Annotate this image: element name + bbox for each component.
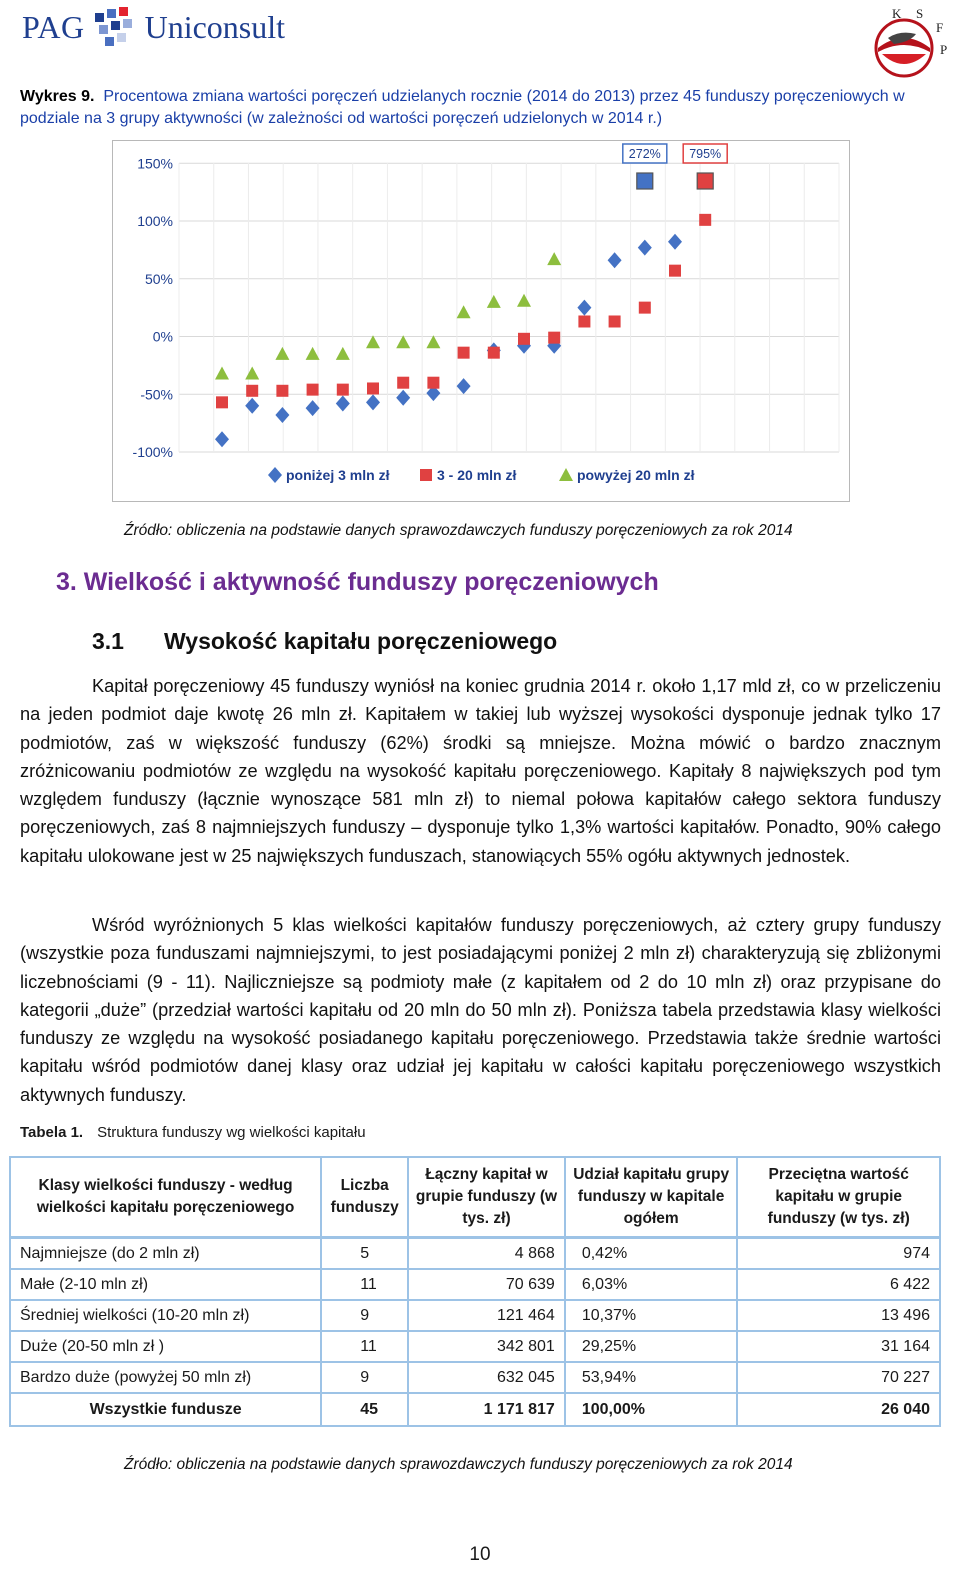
data-point-medium — [669, 265, 681, 277]
cell-count: 45 — [322, 1394, 409, 1425]
data-point-large — [426, 335, 440, 348]
cell-count: 11 — [322, 1332, 409, 1363]
cell-share: 6,03% — [566, 1270, 739, 1301]
table-source: Źródło: obliczenia na podstawie danych sprawozdawczych funduszy poręczeniowych za rok 2014 — [124, 1456, 793, 1473]
col-header-count: Liczba funduszy — [322, 1158, 409, 1239]
table-row — [11, 1239, 939, 1270]
legend-marker-medium — [420, 469, 432, 481]
col-header-average: Przeciętna wartość kapitału w grupie funduszy (w tys. zł) — [738, 1158, 939, 1239]
cell-share: 100,00% — [566, 1394, 739, 1425]
legend-marker-large — [559, 468, 573, 481]
page-number: 10 — [469, 1544, 491, 1565]
data-point-medium — [427, 377, 439, 389]
data-point-medium — [216, 396, 228, 408]
logo-mosaic-icon — [93, 5, 137, 49]
cell-average: 70 227 — [738, 1363, 939, 1394]
legend-label-small: poniżej 3 mln zł — [286, 467, 390, 483]
table-total-row — [11, 1394, 939, 1425]
data-point-medium — [367, 382, 379, 394]
y-tick-label: 150% — [137, 155, 173, 172]
y-tick-label: -100% — [132, 444, 173, 460]
ksfp-letter-p: P — [940, 42, 948, 57]
cell-count: 9 — [322, 1363, 409, 1394]
data-point-small — [638, 240, 652, 256]
data-point-small — [668, 234, 682, 250]
table-row — [11, 1270, 939, 1301]
data-point-large — [336, 347, 350, 360]
cell-class: Duże (20-50 mln zł ) — [11, 1332, 322, 1363]
table-row — [11, 1332, 939, 1363]
data-point-small — [608, 252, 622, 268]
y-tick-label: -50% — [140, 386, 173, 403]
cell-average: 6 422 — [738, 1270, 939, 1301]
data-point-large — [245, 366, 259, 379]
data-point-large — [517, 294, 531, 307]
paragraph-2-text: Wśród wyróżnionych 5 klas wielkości kapitałów funduszy poręczeniowych, aż cztery grupy funduszy (wszystkie poza funduszami najmniejszymi, to jest posiadającymi poniżej 2 mln zł) charakteryzują się zbliżonymi liczebnościami (9 - 11). Najliczniejsze są podmioty małe (z kapitałem od 2 do 10 mln zł) oraz przypisane do kategorii „duże” (przedział wartości kapitału od 20 mln do 50 mln zł). Poniższa tabela przedstawia klasy wielkości funduszy ze względu na wysokość posiadanego kapitału poręczeniowego. Przedstawia także średnie wartości kapitału wśród podmiotów danej klasy oraz udział jej kapitału w całości kapitału poręczeniowego wszystkich aktywnych funduszy. — [20, 915, 941, 1105]
cell-share: 0,42% — [566, 1239, 739, 1270]
data-point-small — [577, 300, 591, 316]
data-point-medium — [276, 385, 288, 397]
subsection-number: 3.1 — [92, 628, 124, 654]
data-point-medium — [246, 385, 258, 397]
cell-count: 9 — [322, 1301, 409, 1332]
data-point-large — [396, 335, 410, 348]
cell-class: Najmniejsze (do 2 mln zł) — [11, 1239, 322, 1270]
legend-label-large: powyżej 20 mln zł — [577, 467, 695, 483]
scatter-chart — [112, 140, 850, 502]
outlier-point-medium — [697, 173, 713, 189]
pag-uniconsult-logo — [22, 4, 285, 50]
col-header-class: Klasy wielkości funduszy - według wielkości kapitału poręczeniowego — [11, 1158, 322, 1239]
capital-structure-table — [9, 1156, 941, 1427]
cell-share: 53,94% — [566, 1363, 739, 1394]
cell-count: 5 — [322, 1239, 409, 1270]
data-point-medium — [548, 332, 560, 344]
logo-pag-text: PAG — [22, 8, 85, 45]
data-point-large — [457, 305, 471, 318]
data-point-large — [547, 252, 561, 265]
cell-count: 11 — [322, 1270, 409, 1301]
section-heading: 3. Wielkość i aktywność funduszy poręczeniowych — [56, 568, 659, 596]
data-point-medium — [609, 315, 621, 327]
cell-total-capital: 342 801 — [409, 1332, 566, 1363]
data-point-medium — [337, 384, 349, 396]
cell-total-capital: 4 868 — [409, 1239, 566, 1270]
ksfp-letter-k: K — [892, 6, 902, 21]
y-tick-label: 0% — [152, 328, 173, 345]
data-point-small — [275, 407, 289, 423]
data-point-small — [457, 378, 471, 394]
data-point-small — [366, 394, 380, 410]
legend-label-medium: 3 - 20 mln zł — [437, 467, 517, 483]
figure-caption-text: Procentowa zmiana wartości poręczeń udzielanych rocznie (2014 do 2013) przez 45 funduszy poręczeniowych w podziale na 3 grupy aktywności (w zależności od wartości poręczeń udzielonych w 2014 r.) — [20, 88, 905, 127]
col-header-total-capital: Łączny kapitał w grupie funduszy (w tys. zł) — [409, 1158, 566, 1239]
outlier-point-small — [637, 173, 653, 189]
data-point-medium — [458, 347, 470, 359]
legend-marker-small — [268, 467, 282, 483]
table-row — [11, 1301, 939, 1332]
paragraph-2 — [20, 911, 941, 1109]
cell-total-capital: 121 464 — [409, 1301, 566, 1332]
data-point-medium — [488, 347, 500, 359]
figure-source: Źródło: obliczenia na podstawie danych sprawozdawczych funduszy poręczeniowych za rok 2014 — [124, 522, 793, 539]
data-point-large — [275, 347, 289, 360]
paragraph-1-text: Kapitał poręczeniowy 45 funduszy wyniósł na koniec grudnia 2014 r. około 1,17 mld zł, co w przeliczeniu na jeden podmiot daje kwotę 26 mln zł. Kapitałem w takiej lub wyższej wysokości dysponuje jednak tylko 17 podmiotów, zaś w większość funduszy (62%) środki są mniejsze. Można mówić o bardzo znacznym zróżnicowaniu podmiotów ze względu na wysokość kapitału poręczeniowego. Kapitały 8 największych pod tym względem funduszy (łącznie wynoszące 581 mln zł) to niemal połowa kapitałów całego sektora funduszy poręczeniowych, zaś 8 najmniejszych funduszy – dysponuje tylko 1,3% wartości kapitałów. Ponadto, 90% całego kapitału ulokowane jest w 25 największych funduszach, stanowiących 55% ogółu aktywnych jednostek. — [20, 676, 941, 866]
data-point-medium — [699, 214, 711, 226]
figure-caption — [20, 86, 945, 130]
cell-class: Średniej wielkości (10-20 mln zł) — [11, 1301, 322, 1332]
cell-average: 31 164 — [738, 1332, 939, 1363]
logo-uniconsult-text: Uniconsult — [144, 8, 286, 45]
data-point-small — [245, 398, 259, 414]
col-header-share: Udział kapitału grupy funduszy w kapitale ogółem — [566, 1158, 739, 1239]
cell-total-capital: 70 639 — [409, 1270, 566, 1301]
ksfp-letter-f: F — [936, 20, 944, 35]
data-point-medium — [307, 384, 319, 396]
subsection-heading — [92, 628, 557, 655]
data-point-large — [366, 335, 380, 348]
data-point-large — [487, 295, 501, 308]
ksfp-logo — [864, 4, 952, 80]
cell-total-capital: 632 045 — [409, 1363, 566, 1394]
data-point-large — [215, 366, 229, 379]
y-tick-label: 100% — [137, 213, 173, 229]
outlier-label: 272% — [628, 147, 661, 161]
subsection-title: Wysokość kapitału poręczeniowego — [164, 628, 558, 654]
scatter-chart-svg — [113, 141, 849, 501]
cell-class: Małe (2-10 mln zł) — [11, 1270, 322, 1301]
cell-class: Wszystkie fundusze — [11, 1394, 322, 1425]
data-point-medium — [639, 302, 651, 314]
data-point-medium — [578, 315, 590, 327]
y-tick-label: 50% — [144, 270, 173, 287]
table-header-row — [11, 1158, 939, 1239]
paragraph-1 — [20, 672, 941, 870]
outlier-label: 795% — [689, 147, 722, 161]
data-point-small — [336, 395, 350, 411]
table-row — [11, 1363, 939, 1394]
data-point-medium — [518, 333, 530, 345]
ksfp-letter-s: S — [916, 6, 924, 21]
table-label: Tabela 1. — [20, 1124, 84, 1141]
table-caption — [20, 1124, 366, 1141]
cell-average: 974 — [738, 1239, 939, 1270]
data-point-small — [396, 390, 410, 406]
cell-class: Bardzo duże (powyżej 50 mln zł) — [11, 1363, 322, 1394]
cell-average: 26 040 — [881, 1400, 930, 1418]
cell-share: 10,37% — [566, 1301, 739, 1332]
data-point-small — [215, 431, 229, 447]
cell-average: 13 496 — [738, 1301, 939, 1332]
cell-total-capital: 1 171 817 — [409, 1394, 566, 1425]
figure-label: Wykres 9. — [20, 88, 95, 105]
data-point-medium — [397, 377, 409, 389]
cell-share: 29,25% — [566, 1332, 739, 1363]
table-caption-text: Struktura funduszy wg wielkości kapitału — [97, 1124, 366, 1141]
